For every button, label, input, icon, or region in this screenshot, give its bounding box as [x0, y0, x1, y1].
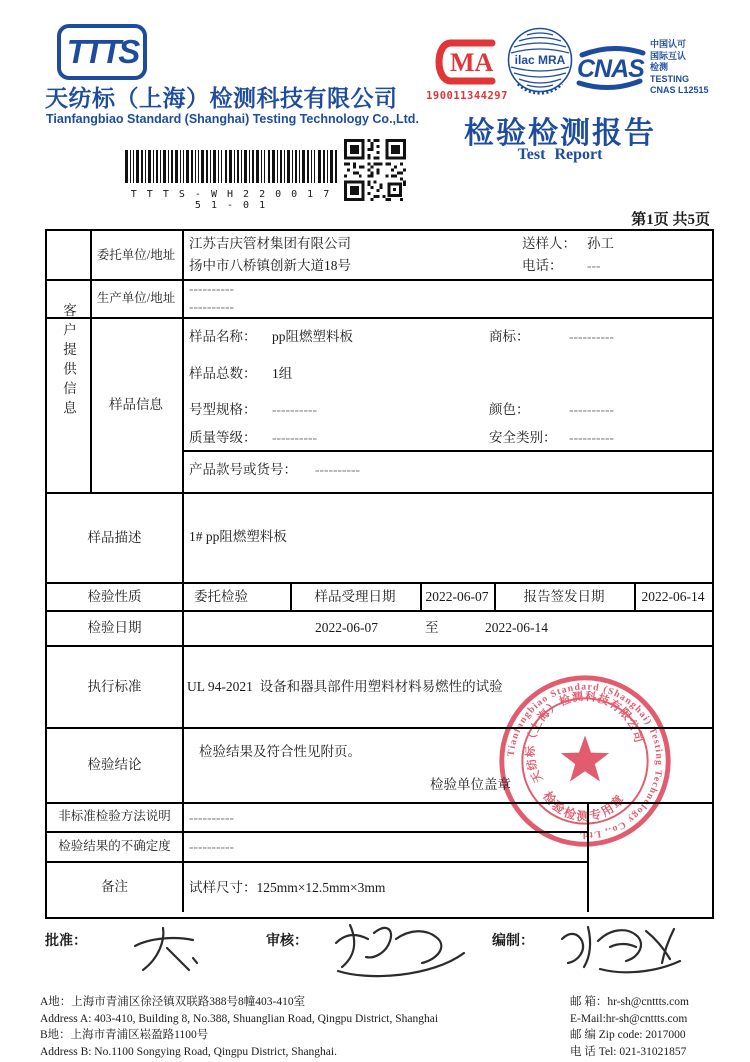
cnas-side-line: 国际互认	[650, 50, 687, 61]
inspection-nature-label: 检验性质	[87, 588, 142, 604]
seal-en-text: Tianfangbiao Standard (Shanghai) Testing Technology Co., Ltd.	[505, 681, 665, 841]
model-value: ----------	[272, 402, 317, 417]
seal-hint: 检验单位盖章	[430, 777, 511, 792]
barcode-image	[125, 150, 337, 183]
accept-date-value: 2022-06-07	[425, 588, 489, 604]
product-no-label: 产品款号或货号：	[189, 462, 297, 477]
test-date-to-word: 至	[425, 620, 439, 635]
seal-cn-text: 天纺标（上海）检测科技有限公司	[525, 690, 645, 785]
model-label: 号型规格：	[189, 402, 257, 417]
conclusion-value: 检验结果及符合性见附页。	[199, 744, 361, 759]
sample-desc-value: 1# pp阻燃塑料板	[189, 529, 287, 544]
footer-address-block	[40, 994, 438, 1060]
prepare-signature	[552, 913, 702, 983]
remark-label: 备注	[101, 879, 128, 894]
address-a-en: Address A: 403-410, Building 8, No.388, Shuanglian Road, Qingpu District, Shanghai	[40, 1012, 439, 1025]
accept-date-label: 样品受理日期	[314, 588, 396, 604]
address-b-cn: B地：上海市青浦区崧盈路1100号	[40, 1029, 209, 1041]
sample-info-label: 样品信息	[109, 397, 163, 412]
ttts-logo-text: TTTS	[66, 33, 138, 70]
nonstandard-value: ----------	[189, 810, 234, 825]
sample-name-value: pp阻燃塑料板	[272, 329, 353, 344]
safety-value: ----------	[569, 430, 614, 445]
svg-text:检验检测专用章	[540, 788, 628, 823]
phone-label: 电话：	[522, 258, 563, 273]
color-label: 颜色：	[489, 402, 530, 417]
standard-value: UL 94-2021 设备和器具部件用塑料材料易燃性的试验	[187, 679, 503, 694]
cnas-side-line: 中国认可	[650, 39, 687, 49]
grade-label: 质量等级：	[189, 430, 257, 445]
issue-date-value: 2022-06-14	[641, 588, 705, 604]
cnas-text: CNAS	[577, 55, 644, 83]
address-a-cn: A地：上海市青浦区徐泾镇双联路388号8幢403-410室	[40, 996, 306, 1008]
producer-line2: ----------	[189, 299, 234, 314]
cnas-side-line: 检测	[650, 62, 669, 72]
sample-name-label: 样品名称：	[189, 329, 257, 344]
product-no-value: ----------	[315, 462, 360, 477]
entrust-unit-address: 扬中市八桥镇创新大道18号	[189, 258, 351, 273]
page-number: 第1页 共5页	[631, 212, 710, 228]
sender-label: 送样人：	[522, 236, 576, 251]
company-seal	[492, 668, 678, 854]
footer-contact-block	[570, 994, 689, 1060]
phone-value: ---	[587, 258, 601, 273]
cma-mark-icon	[428, 36, 508, 88]
report-title-cn: 检验检测报告	[464, 117, 656, 150]
sample-desc-label: 样品描述	[87, 529, 142, 545]
ilac-mra-text: ilac MRA	[514, 53, 566, 67]
remark-value: 试样尺寸：125mm×12.5mm×3mm	[189, 880, 386, 895]
footer-email-cn: 邮 箱：hr-sh@cnttts.com	[570, 996, 689, 1008]
footer-zip: 邮 编 Zip code: 2017000	[570, 1029, 686, 1041]
producer-unit-label: 生产单位/地址	[96, 290, 176, 305]
approve-signature	[115, 918, 235, 980]
entrust-unit-name: 江苏吉庆管材集团有限公司	[189, 236, 351, 251]
company-name-en: Tianfangbiao Standard (Shanghai) Testing Technology Co.,Ltd.	[46, 112, 419, 126]
trademark-value: ----------	[569, 329, 614, 344]
cnas-side-text	[650, 39, 720, 97]
address-b-en: Address B: No.1100 Songying Road, Qingpu District, Shanghai.	[40, 1045, 337, 1058]
seal-bottom-text: 检验检测专用章	[540, 789, 629, 824]
test-date-from: 2022-06-07	[315, 620, 378, 635]
producer-line1: ----------	[189, 281, 234, 296]
approve-label: 批准：	[45, 934, 87, 949]
sample-qty-value: 1组	[272, 366, 293, 381]
ttts-logo	[57, 24, 147, 80]
cnas-side-line: CNAS L12515	[650, 85, 709, 95]
ilac-mra-icon	[506, 26, 574, 96]
cnas-icon	[574, 42, 648, 94]
safety-label: 安全类别：	[489, 430, 557, 445]
trademark-label: 商标：	[489, 329, 530, 344]
color-value: ----------	[569, 402, 614, 417]
nonstandard-label: 非标准检验方法说明	[58, 809, 171, 823]
prepare-label: 编制：	[492, 934, 534, 949]
inspection-nature-value: 委托检验	[194, 589, 248, 604]
sender-value: 孙工	[587, 236, 614, 251]
entrust-unit-label: 委托单位/地址	[96, 247, 176, 262]
uncertainty-label: 检验结果的不确定度	[58, 838, 171, 853]
standard-label: 执行标准	[87, 678, 142, 694]
uncertainty-value: ----------	[189, 839, 234, 854]
barcode-text: T T T S - W H 2 2 0 0 1 7 5 1 - 0 1	[130, 189, 332, 211]
review-label: 审核：	[266, 934, 308, 949]
report-title-en: Test Report	[517, 146, 603, 163]
footer-tel: 电 话 Tel: 021-31021857	[570, 1045, 687, 1058]
seal-star-icon	[561, 736, 609, 782]
issue-date-label: 报告签发日期	[523, 588, 605, 604]
barcode-block	[125, 150, 337, 211]
client-info-section-label: 客户提供信息	[61, 303, 76, 420]
review-signature	[328, 913, 473, 983]
cnas-side-line: TESTING	[650, 73, 690, 84]
conclusion-label: 检验结论	[87, 757, 142, 772]
footer-email-en: E-Mail:hr-sh@cnttts.com	[570, 1012, 688, 1025]
cma-number: 190011344297	[426, 90, 508, 102]
qr-code	[344, 139, 406, 201]
test-date-to: 2022-06-14	[485, 620, 548, 635]
cma-mark-text: MA	[450, 48, 494, 77]
company-name-cn: 天纺标（上海）检测科技有限公司	[45, 85, 398, 111]
test-date-label: 检验日期	[87, 620, 142, 635]
grade-value: ----------	[272, 430, 317, 445]
sample-qty-label: 样品总数：	[189, 366, 257, 381]
